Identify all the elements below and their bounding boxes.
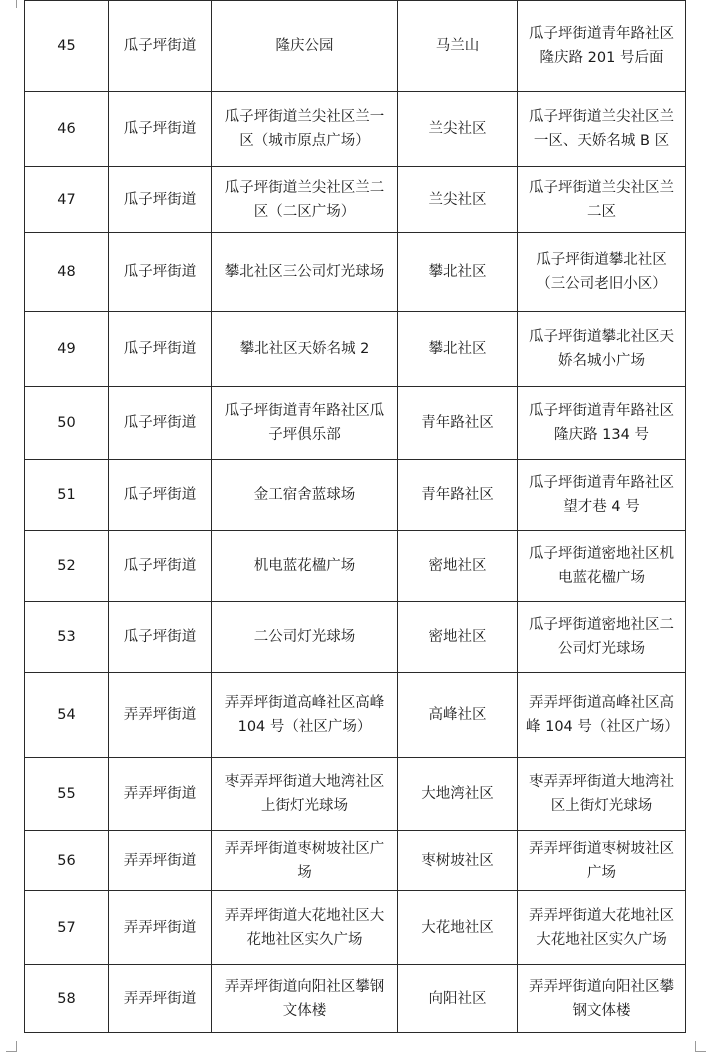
street-cell: 瓜子坪街道 bbox=[109, 602, 212, 673]
row-number-cell: 50 bbox=[25, 387, 109, 460]
site-list-body bbox=[25, 1, 686, 1033]
address-cell: 弄弄坪街道高峰社区高峰 104 号（社区广场） bbox=[518, 673, 686, 758]
address-cell: 瓜子坪街道攀北社区天娇名城小广场 bbox=[518, 312, 686, 387]
address-cell: 弄弄坪街道大花地社区大花地社区实久广场 bbox=[518, 891, 686, 965]
community-cell: 向阳社区 bbox=[398, 965, 518, 1033]
table-row bbox=[25, 758, 686, 831]
site-name-cell: 瓜子坪街道青年路社区瓜子坪俱乐部 bbox=[212, 387, 398, 460]
address-cell: 瓜子坪街道密地社区二公司灯光球场 bbox=[518, 602, 686, 673]
address-cell: 瓜子坪街道青年路社区隆庆路 134 号 bbox=[518, 387, 686, 460]
site-name-cell: 二公司灯光球场 bbox=[212, 602, 398, 673]
street-cell: 弄弄坪街道 bbox=[109, 758, 212, 831]
address-cell: 瓜子坪街道兰尖社区兰二区 bbox=[518, 167, 686, 233]
community-cell: 密地社区 bbox=[398, 602, 518, 673]
row-number-cell: 57 bbox=[25, 891, 109, 965]
address-cell: 弄弄坪街道枣树坡社区广场 bbox=[518, 831, 686, 891]
table-row bbox=[25, 167, 686, 233]
address-cell: 枣弄弄坪街道大地湾社区上街灯光球场 bbox=[518, 758, 686, 831]
community-cell: 攀北社区 bbox=[398, 233, 518, 312]
table-row bbox=[25, 387, 686, 460]
site-name-cell: 枣弄弄坪街道大地湾社区上街灯光球场 bbox=[212, 758, 398, 831]
row-number-cell: 51 bbox=[25, 460, 109, 531]
site-name-cell: 弄弄坪街道向阳社区攀钢文体楼 bbox=[212, 965, 398, 1033]
community-cell: 大花地社区 bbox=[398, 891, 518, 965]
address-cell: 弄弄坪街道向阳社区攀钢文体楼 bbox=[518, 965, 686, 1033]
street-cell: 瓜子坪街道 bbox=[109, 92, 212, 167]
street-cell: 瓜子坪街道 bbox=[109, 1, 212, 92]
row-number-cell: 48 bbox=[25, 233, 109, 312]
address-cell: 瓜子坪街道青年路社区隆庆路 201 号后面 bbox=[518, 1, 686, 92]
table-row bbox=[25, 531, 686, 602]
page-corner-mark bbox=[6, 0, 17, 8]
street-cell: 弄弄坪街道 bbox=[109, 673, 212, 758]
row-number-cell: 53 bbox=[25, 602, 109, 673]
row-number-cell: 46 bbox=[25, 92, 109, 167]
community-cell: 密地社区 bbox=[398, 531, 518, 602]
row-number-cell: 56 bbox=[25, 831, 109, 891]
site-name-cell: 弄弄坪街道高峰社区高峰 104 号（社区广场） bbox=[212, 673, 398, 758]
row-number-cell: 54 bbox=[25, 673, 109, 758]
site-name-cell: 攀北社区三公司灯光球场 bbox=[212, 233, 398, 312]
row-number-cell: 52 bbox=[25, 531, 109, 602]
table-row bbox=[25, 92, 686, 167]
row-number-cell: 55 bbox=[25, 758, 109, 831]
street-cell: 瓜子坪街道 bbox=[109, 233, 212, 312]
community-cell: 高峰社区 bbox=[398, 673, 518, 758]
street-cell: 瓜子坪街道 bbox=[109, 167, 212, 233]
page-corner-mark bbox=[6, 1041, 17, 1052]
table-row bbox=[25, 831, 686, 891]
site-name-cell: 金工宿舍蓝球场 bbox=[212, 460, 398, 531]
site-name-cell: 弄弄坪街道大花地社区大花地社区实久广场 bbox=[212, 891, 398, 965]
row-number-cell: 45 bbox=[25, 1, 109, 92]
site-list-table bbox=[24, 0, 686, 1033]
site-name-cell: 攀北社区天娇名城 2 bbox=[212, 312, 398, 387]
table-row bbox=[25, 602, 686, 673]
site-name-cell: 弄弄坪街道枣树坡社区广场 bbox=[212, 831, 398, 891]
street-cell: 瓜子坪街道 bbox=[109, 531, 212, 602]
table-row bbox=[25, 891, 686, 965]
table-row bbox=[25, 233, 686, 312]
community-cell: 马兰山 bbox=[398, 1, 518, 92]
community-cell: 青年路社区 bbox=[398, 460, 518, 531]
address-cell: 瓜子坪街道兰尖社区兰一区、天娇名城 B 区 bbox=[518, 92, 686, 167]
address-cell: 瓜子坪街道攀北社区（三公司老旧小区） bbox=[518, 233, 686, 312]
address-cell: 瓜子坪街道密地社区机电蓝花楹广场 bbox=[518, 531, 686, 602]
community-cell: 青年路社区 bbox=[398, 387, 518, 460]
street-cell: 弄弄坪街道 bbox=[109, 965, 212, 1033]
site-name-cell: 隆庆公园 bbox=[212, 1, 398, 92]
address-cell: 瓜子坪街道青年路社区望才巷 4 号 bbox=[518, 460, 686, 531]
page-corner-mark bbox=[695, 1041, 706, 1052]
street-cell: 瓜子坪街道 bbox=[109, 387, 212, 460]
community-cell: 兰尖社区 bbox=[398, 167, 518, 233]
street-cell: 瓜子坪街道 bbox=[109, 460, 212, 531]
table-row bbox=[25, 1, 686, 92]
street-cell: 弄弄坪街道 bbox=[109, 831, 212, 891]
row-number-cell: 58 bbox=[25, 965, 109, 1033]
community-cell: 兰尖社区 bbox=[398, 92, 518, 167]
community-cell: 大地湾社区 bbox=[398, 758, 518, 831]
community-cell: 攀北社区 bbox=[398, 312, 518, 387]
street-cell: 弄弄坪街道 bbox=[109, 891, 212, 965]
row-number-cell: 47 bbox=[25, 167, 109, 233]
row-number-cell: 49 bbox=[25, 312, 109, 387]
street-cell: 瓜子坪街道 bbox=[109, 312, 212, 387]
table-row bbox=[25, 673, 686, 758]
community-cell: 枣树坡社区 bbox=[398, 831, 518, 891]
site-name-cell: 瓜子坪街道兰尖社区兰一区（城市原点广场） bbox=[212, 92, 398, 167]
table-row bbox=[25, 965, 686, 1033]
table-row bbox=[25, 312, 686, 387]
site-name-cell: 瓜子坪街道兰尖社区兰二区（二区广场） bbox=[212, 167, 398, 233]
table-row bbox=[25, 460, 686, 531]
site-name-cell: 机电蓝花楹广场 bbox=[212, 531, 398, 602]
